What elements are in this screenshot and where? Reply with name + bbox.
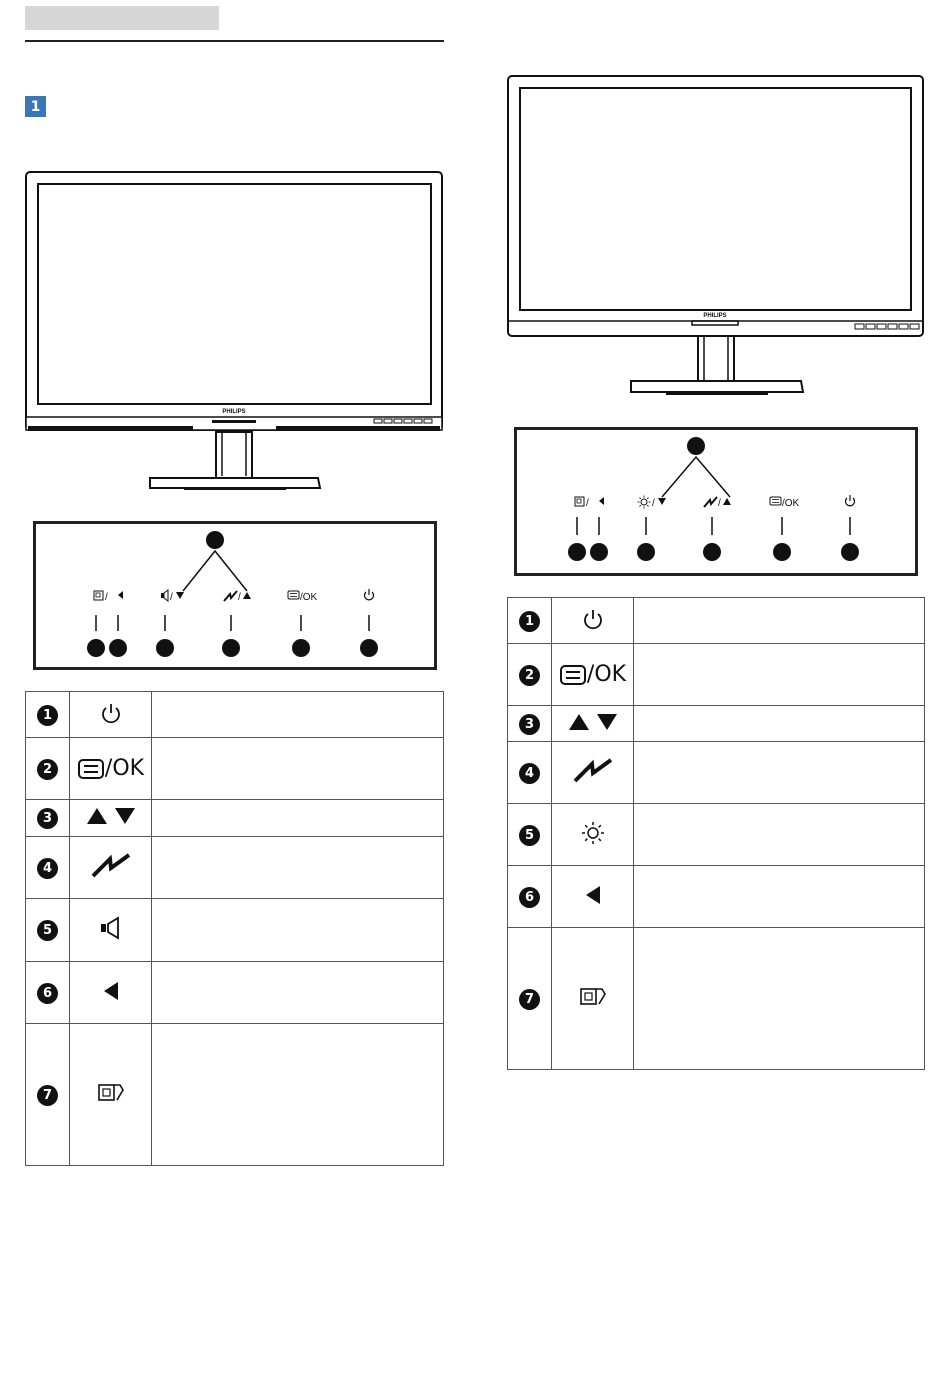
row-number: 4 (519, 763, 540, 784)
callout-dot (773, 543, 791, 561)
row-number: 6 (519, 887, 540, 908)
smartimage-lite-icon (97, 1081, 125, 1105)
table-row (26, 738, 444, 800)
power-icon (99, 701, 123, 725)
row-description (634, 644, 925, 706)
svg-text:/: / (238, 592, 241, 603)
row-number: 1 (519, 611, 540, 632)
table-row (26, 837, 444, 899)
callout-dot (703, 543, 721, 561)
callout-dot (637, 543, 655, 561)
ok-text: /OK (104, 756, 145, 781)
smartimage-lite-icon (579, 985, 607, 1009)
row-description (634, 706, 925, 742)
table-row (26, 962, 444, 1024)
up-down-arrows-icon (83, 805, 139, 827)
row-description (634, 866, 925, 928)
table-row (26, 1024, 444, 1166)
callout-dot (360, 639, 378, 657)
row-description (152, 738, 444, 800)
row-description (634, 598, 925, 644)
brand-logo-left: PHILIPS (222, 409, 246, 415)
up-down-arrows-icon (565, 711, 621, 733)
menu-ok-icon (77, 756, 145, 781)
row-number: 2 (37, 759, 58, 780)
row-number: 5 (519, 825, 540, 846)
callout-dot (109, 639, 127, 657)
ok-text: /OK (586, 662, 627, 687)
row-description (152, 962, 444, 1024)
svg-text:/: / (718, 498, 721, 509)
table-row (508, 598, 925, 644)
svg-text:/: / (652, 498, 655, 509)
callout-dot (156, 639, 174, 657)
row-description (634, 804, 925, 866)
svg-text:/: / (170, 592, 173, 603)
row-number: 2 (519, 665, 540, 686)
legend-table-right (507, 597, 925, 1070)
callout-dot (292, 639, 310, 657)
row-description (152, 899, 444, 962)
row-description (152, 837, 444, 899)
callout-dot (222, 639, 240, 657)
brightness-icon (580, 820, 606, 846)
brand-logo-right: PHILIPS (703, 313, 727, 319)
button-panel-left (33, 521, 438, 671)
callout-dot (87, 639, 105, 657)
table-row (508, 804, 925, 866)
table-row (508, 706, 925, 742)
row-number: 7 (519, 989, 540, 1010)
smartimage-icon (572, 758, 614, 784)
button-panel-right (514, 427, 919, 577)
row-description (634, 742, 925, 804)
row-description (634, 928, 925, 1070)
table-row (26, 899, 444, 962)
header-rule (25, 40, 444, 42)
monitor-left-illustration (24, 170, 446, 495)
table-row (508, 644, 925, 706)
table-row (508, 866, 925, 928)
row-number: 6 (37, 983, 58, 1004)
row-number: 3 (37, 808, 58, 829)
smartimage-icon (90, 853, 132, 879)
callout-dot (568, 543, 586, 561)
menu-ok-icon (559, 662, 627, 687)
row-number: 1 (37, 705, 58, 726)
svg-text:/OK: /OK (782, 498, 800, 509)
row-description (152, 800, 444, 837)
row-description (152, 692, 444, 738)
callout-dot (841, 543, 859, 561)
row-number: 3 (519, 714, 540, 735)
table-row (508, 928, 925, 1070)
svg-text:/OK: /OK (300, 592, 318, 603)
speaker-icon (98, 915, 124, 941)
power-icon (581, 607, 605, 631)
header-bar (25, 6, 219, 30)
svg-text:/: / (586, 498, 589, 509)
callout-dot (590, 543, 608, 561)
table-row (26, 692, 444, 738)
section-badge: 1 (25, 96, 46, 117)
back-arrow-icon (100, 980, 122, 1002)
row-number: 4 (37, 858, 58, 879)
monitor-right-illustration (506, 74, 926, 409)
row-number: 7 (37, 1085, 58, 1106)
table-row (26, 800, 444, 837)
back-arrow-icon (582, 884, 604, 906)
table-row (508, 742, 925, 804)
svg-text:/: / (105, 592, 108, 603)
legend-table-left (25, 691, 444, 1166)
row-number: 5 (37, 920, 58, 941)
row-description (152, 1024, 444, 1166)
